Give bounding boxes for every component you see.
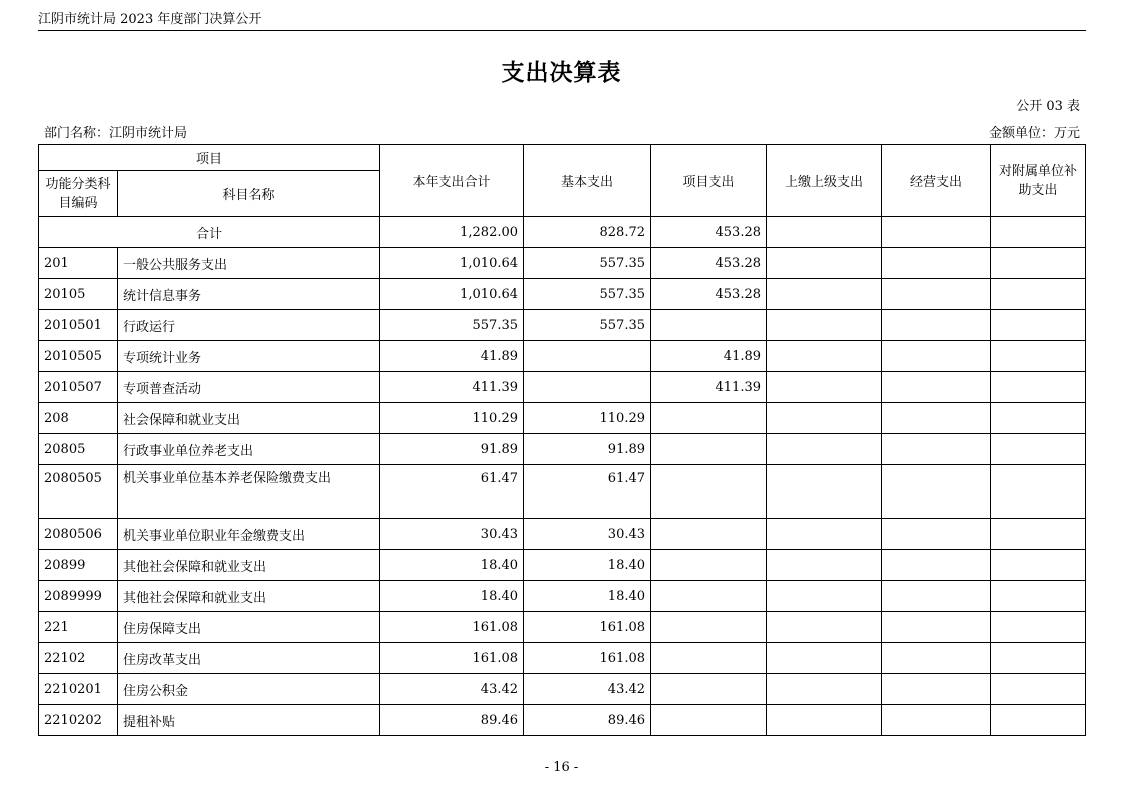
business-cell [882,341,991,372]
total-cell: 18.40 [380,550,524,581]
code-cell: 2080505 [39,465,118,519]
basic-cell: 161.08 [524,643,651,674]
total-cell: 557.35 [380,310,524,341]
item-cell [651,612,767,643]
table-row [39,612,1086,643]
business-cell [882,434,991,465]
subsidy-cell [991,519,1086,550]
table-row [39,674,1086,705]
subsidy-cell [991,434,1086,465]
subsidy-cell [991,581,1086,612]
name-cell: 行政运行 [118,310,380,341]
name-cell: 住房保障支出 [118,612,380,643]
code-cell: 201 [39,248,118,279]
upper-cell [767,519,882,550]
header-total: 本年支出合计 [380,145,524,217]
item-cell [651,434,767,465]
upper-cell [767,310,882,341]
table-row [39,310,1086,341]
code-cell: 2010507 [39,372,118,403]
item-cell: 41.89 [651,341,767,372]
subsidy-cell [991,248,1086,279]
subsidy-cell [991,217,1086,248]
page-title: 支出决算表 [501,59,622,86]
name-cell: 专项统计业务 [118,341,380,372]
item-cell [651,550,767,581]
business-cell [882,465,991,519]
business-cell [882,612,991,643]
name-cell: 住房公积金 [118,674,380,705]
name-cell: 提租补贴 [118,705,380,736]
table-row [39,705,1086,736]
total-cell: 18.40 [380,581,524,612]
business-cell [882,217,991,248]
table-row [39,372,1086,403]
header-basic: 基本支出 [524,145,651,217]
running-header: 江阴市统计局 2023 年度部门决算公开 [38,8,1086,31]
header-code: 功能分类科目编码 [39,171,118,217]
basic-cell: 18.40 [524,581,651,612]
code-cell: 2210202 [39,705,118,736]
total-cell: 1,282.00 [380,217,524,248]
item-cell [651,581,767,612]
code-cell: 2089999 [39,581,118,612]
total-cell: 110.29 [380,403,524,434]
basic-cell: 61.47 [524,465,651,519]
table-row [39,550,1086,581]
table-row [39,643,1086,674]
basic-cell: 18.40 [524,550,651,581]
business-cell [882,519,991,550]
item-cell: 411.39 [651,372,767,403]
basic-cell: 557.35 [524,248,651,279]
basic-cell [524,372,651,403]
header-name: 科目名称 [118,171,380,217]
total-cell: 1,010.64 [380,279,524,310]
upper-cell [767,705,882,736]
upper-cell [767,465,882,519]
subsidy-cell [991,403,1086,434]
item-cell: 453.28 [651,217,767,248]
header-business: 经营支出 [882,145,991,217]
basic-cell: 557.35 [524,310,651,341]
business-cell [882,581,991,612]
header-upper: 上缴上级支出 [767,145,882,217]
item-cell [651,403,767,434]
subsidy-cell [991,705,1086,736]
code-cell: 2080506 [39,519,118,550]
form-number: 公开 03 表 [1016,99,1080,114]
expenditure-table [38,144,1086,736]
total-cell: 161.08 [380,643,524,674]
business-cell [882,705,991,736]
table-row [39,581,1086,612]
code-cell: 20105 [39,279,118,310]
basic-cell: 91.89 [524,434,651,465]
basic-cell: 110.29 [524,403,651,434]
name-cell: 行政事业单位养老支出 [118,434,380,465]
upper-cell [767,581,882,612]
table-body [39,217,1086,736]
basic-cell: 43.42 [524,674,651,705]
table-row [39,434,1086,465]
name-cell: 住房改革支出 [118,643,380,674]
table-row [39,341,1086,372]
basic-cell: 89.46 [524,705,651,736]
name-cell: 社会保障和就业支出 [118,403,380,434]
item-cell [651,465,767,519]
item-cell [651,643,767,674]
upper-cell [767,612,882,643]
table-row [39,217,1086,248]
subsidy-cell [991,643,1086,674]
name-cell: 一般公共服务支出 [118,248,380,279]
item-cell [651,519,767,550]
table-row [39,465,1086,519]
code-cell: 2010505 [39,341,118,372]
name-cell: 其他社会保障和就业支出 [118,550,380,581]
subsidy-cell [991,550,1086,581]
total-cell: 43.42 [380,674,524,705]
business-cell [882,674,991,705]
subsidy-cell [991,465,1086,519]
basic-cell [524,341,651,372]
code-cell: 22102 [39,643,118,674]
total-cell: 91.89 [380,434,524,465]
upper-cell [767,674,882,705]
table-row [39,403,1086,434]
business-cell [882,403,991,434]
unit-label: 金额单位：万元 [988,126,1080,141]
code-cell: 20899 [39,550,118,581]
basic-cell: 30.43 [524,519,651,550]
table-row [39,519,1086,550]
upper-cell [767,550,882,581]
subsidy-cell [991,674,1086,705]
item-cell: 453.28 [651,248,767,279]
item-cell: 453.28 [651,279,767,310]
upper-cell [767,217,882,248]
upper-cell [767,279,882,310]
code-cell: 208 [39,403,118,434]
upper-cell [767,372,882,403]
header-project: 项目 [39,145,380,171]
name-cell: 机关事业单位基本养老保险缴费支出 [118,465,380,519]
total-cell: 41.89 [380,341,524,372]
business-cell [882,310,991,341]
business-cell [882,550,991,581]
total-cell: 61.47 [380,465,524,519]
total-cell: 411.39 [380,372,524,403]
total-cell: 89.46 [380,705,524,736]
total-cell: 1,010.64 [380,248,524,279]
business-cell [882,248,991,279]
name-cell: 专项普查活动 [118,372,380,403]
upper-cell [767,434,882,465]
subsidy-cell [991,341,1086,372]
upper-cell [767,248,882,279]
name-cell: 统计信息事务 [118,279,380,310]
business-cell [882,643,991,674]
item-cell [651,705,767,736]
basic-cell: 557.35 [524,279,651,310]
code-cell: 2010501 [39,310,118,341]
name-cell: 其他社会保障和就业支出 [118,581,380,612]
upper-cell [767,643,882,674]
page-number: - 16 - [544,760,579,775]
item-cell [651,674,767,705]
code-cell: 20805 [39,434,118,465]
department-label: 部门名称：江阴市统计局 [44,126,188,141]
business-cell [882,279,991,310]
code-cell: 2210201 [39,674,118,705]
code-cell: 221 [39,612,118,643]
name-cell: 机关事业单位职业年金缴费支出 [118,519,380,550]
upper-cell [767,341,882,372]
subsidy-cell [991,310,1086,341]
total-label: 合计 [39,217,380,248]
subsidy-cell [991,372,1086,403]
basic-cell: 828.72 [524,217,651,248]
subsidy-cell [991,279,1086,310]
basic-cell: 161.08 [524,612,651,643]
total-cell: 30.43 [380,519,524,550]
upper-cell [767,403,882,434]
subsidy-cell [991,612,1086,643]
item-cell [651,310,767,341]
header-item: 项目支出 [651,145,767,217]
header-subsidy: 对附属单位补助支出 [991,145,1086,217]
table-row [39,279,1086,310]
business-cell [882,372,991,403]
table-row [39,248,1086,279]
total-cell: 161.08 [380,612,524,643]
